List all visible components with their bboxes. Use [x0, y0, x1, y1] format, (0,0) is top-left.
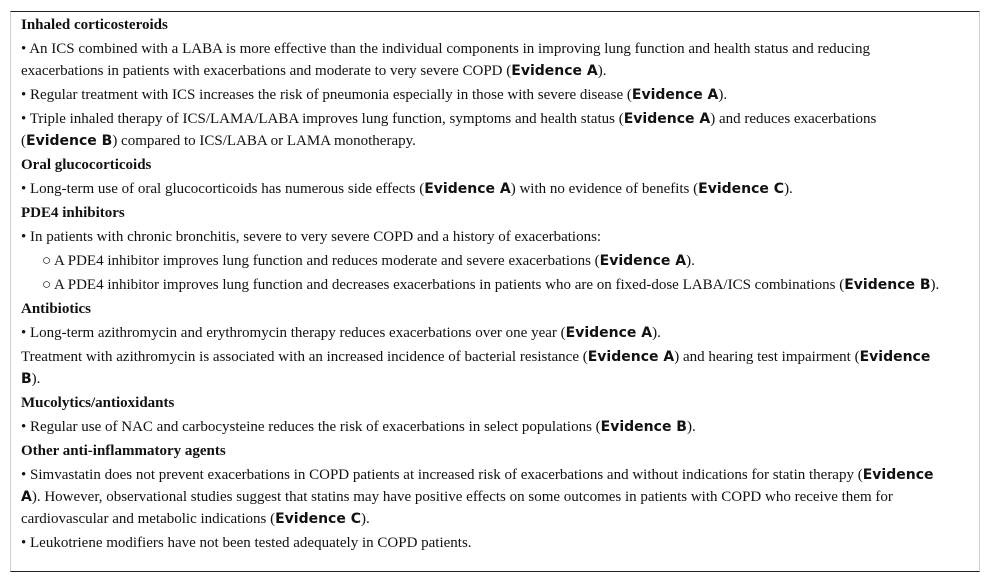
heading-oral-glucocorticoids: Oral glucocorticoids — [21, 157, 152, 173]
list-item — [21, 226, 951, 248]
statement-text: Regular use of NAC and carbocysteine reduces the risk of exacerbations in select populations ( — [30, 419, 601, 435]
statement-end: ). — [784, 181, 793, 197]
evidence-label: Evidence B — [600, 419, 687, 435]
bullet: • — [21, 467, 31, 483]
statement-end: ) compared to ICS/LABA or LAMA monotherapy. — [112, 133, 416, 149]
bullet: • — [21, 325, 31, 341]
statement-text: In patients with chronic bronchitis, severe to very severe COPD and a history of exacerbations: — [30, 229, 602, 245]
evidence-label: Evidence A — [21, 467, 934, 505]
evidence-label: Evidence A — [599, 253, 687, 269]
statement-text: ) with no evidence of benefits ( — [510, 181, 699, 197]
list-item — [21, 84, 951, 106]
evidence-label: Evidence A — [565, 325, 653, 341]
statement-end: ). — [930, 277, 940, 293]
sub-list-item — [21, 250, 951, 272]
list-item — [21, 178, 951, 200]
heading-inhaled-corticosteroids: Inhaled corticosteroids — [21, 17, 168, 33]
evidence-label: Evidence A — [587, 349, 675, 365]
bullet: • — [21, 229, 31, 245]
list-item — [21, 464, 951, 530]
evidence-label: Evidence B — [21, 349, 931, 387]
bullet: • — [21, 419, 31, 435]
statement-text: Long-term azithromycin and erythromycin therapy reduces exacerbations over one year ( — [30, 325, 566, 341]
evidence-label: Evidence A — [511, 63, 598, 79]
bullet: • — [21, 111, 30, 127]
statement-end: ). — [686, 253, 695, 269]
heading-mucolytics-antioxidants: Mucolytics/antioxidants — [21, 395, 175, 411]
evidence-label: Evidence B — [844, 277, 931, 293]
statement-end: ). — [718, 87, 728, 103]
statement-text: Simvastatin does not prevent exacerbations in COPD patients at increased risk of exacerbations and without indications for statin therapy ( — [30, 467, 863, 483]
evidence-label: Evidence B — [26, 133, 113, 149]
statement-text: Treatment with azithromycin is associated with an increased incidence of bacterial resistance ( — [21, 349, 588, 365]
evidence-label: Evidence C — [698, 181, 785, 197]
heading-antibiotics: Antibiotics — [21, 301, 92, 317]
statement-text: Triple inhaled therapy of ICS/LAMA/LABA improves lung function, symptoms and health status ( — [29, 111, 624, 127]
heading-other-anti-inflammatory: Other anti-inflammatory agents — [21, 443, 226, 459]
bullet: • — [21, 87, 31, 103]
statement-end: ). — [652, 325, 661, 341]
statement-text: Long-term use of oral glucocorticoids has numerous side effects ( — [30, 181, 425, 197]
bullet: • — [21, 41, 30, 57]
bullet: • — [21, 535, 31, 551]
statement-end: ). — [686, 419, 696, 435]
evidence-table — [21, 14, 951, 556]
evidence-label: Evidence C — [275, 511, 361, 527]
evidence-label: Evidence A — [424, 181, 511, 197]
statement-end: ). — [31, 371, 41, 387]
list-item — [21, 38, 951, 82]
statement-text: Regular treatment with ICS increases the risk of pneumonia especially in those with severe disease ( — [30, 87, 632, 103]
evidence-label: Evidence A — [631, 87, 719, 103]
heading-pde4-inhibitors: PDE4 inhibitors — [21, 205, 125, 221]
statement-end: ). — [597, 63, 607, 79]
sub-list-item — [21, 274, 951, 296]
list-item — [21, 416, 951, 438]
sub-bullet: ○ — [42, 253, 54, 269]
evidence-label: Evidence A — [623, 111, 711, 127]
sub-bullet: ○ — [42, 277, 54, 293]
list-item — [21, 108, 951, 152]
list-item — [21, 532, 951, 554]
statement-text: ). However, observational studies suggest that statins may have positive effects on some outcomes in patients with COPD who receive them for cardiovascular and metabolic indications ( — [21, 489, 893, 527]
statement-text: A PDE4 inhibitor improves lung function and decreases exacerbations in patients who are on fixed-dose LABA/ICS combinations ( — [53, 277, 845, 293]
list-item — [21, 322, 951, 344]
statement-text: An ICS combined with a LABA is more effective than the individual components in improving lung function and health status and reducing exacerbations in patients with exacerbations and moderate to very severe COPD ( — [21, 41, 871, 79]
statement-text: Leukotriene modifiers have not been tested adequately in COPD patients. — [30, 535, 472, 551]
statement-end: ). — [361, 511, 370, 527]
statement-text: A PDE4 inhibitor improves lung function and reduces moderate and severe exacerbations ( — [53, 253, 600, 269]
paragraph — [21, 346, 951, 390]
statement-text: ) and reduces exacerbations ( — [21, 111, 877, 149]
bullet: • — [21, 181, 31, 197]
statement-text: ) and hearing test impairment ( — [674, 349, 860, 365]
